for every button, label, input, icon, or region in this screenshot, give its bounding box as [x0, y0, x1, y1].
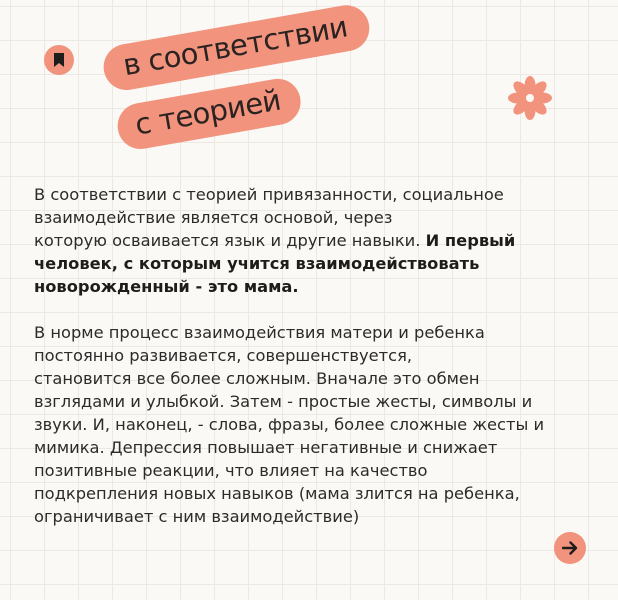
next-slide-button[interactable]	[554, 532, 586, 564]
paragraph-1-line: взаимодействие является основой, через	[34, 208, 393, 227]
flower-icon	[507, 75, 553, 121]
arrow-right-icon	[562, 541, 578, 555]
paragraph-2-line: В норме процесс взаимодействия матери и ребенка	[34, 323, 485, 342]
paragraph-2-line: подкрепления новых навыков (мама злится на ребенка,	[34, 484, 520, 503]
paragraph-2-line: позитивные реакции, что влияет на качество	[34, 461, 428, 480]
paragraph-2-line: становится все более сложным. Вначале это обмен	[34, 369, 480, 388]
paragraph-1-line: В соответствии с теорией привязанности, социальное	[34, 185, 504, 204]
paragraph-1	[34, 183, 594, 298]
paragraph-1-line: которую осваивается язык и другие навыки.	[34, 231, 421, 250]
bookmark-icon	[53, 53, 65, 67]
bookmark-button[interactable]	[44, 45, 74, 75]
heading-line-2-text: с теорией	[132, 82, 284, 142]
paragraph-2-line: взглядами и улыбкой. Затем - простые жесты, символы и	[34, 392, 533, 411]
paragraph-2-line: постоянно развивается, совершенствуется,	[34, 346, 413, 365]
paragraph-2-line: звуки. И, наконец, - слова, фразы, более сложные жесты и	[34, 415, 545, 434]
paragraph-2-line: мимика. Депрессия повышает негативные и снижает	[34, 438, 498, 457]
heading-pill-line-1	[100, 2, 373, 94]
paragraph-2-line: ограничивает с ним взаимодействие)	[34, 507, 360, 526]
article-body	[34, 183, 594, 528]
paragraph-1-bold: человек, с которым учится взаимодействовать	[34, 254, 480, 273]
paragraph-1-bold: И первый	[425, 231, 516, 250]
paragraph-1-bold: новорожденный - это мама.	[34, 277, 299, 296]
heading-line-1-text: в соответствии	[120, 9, 350, 83]
paragraph-2	[34, 321, 594, 528]
